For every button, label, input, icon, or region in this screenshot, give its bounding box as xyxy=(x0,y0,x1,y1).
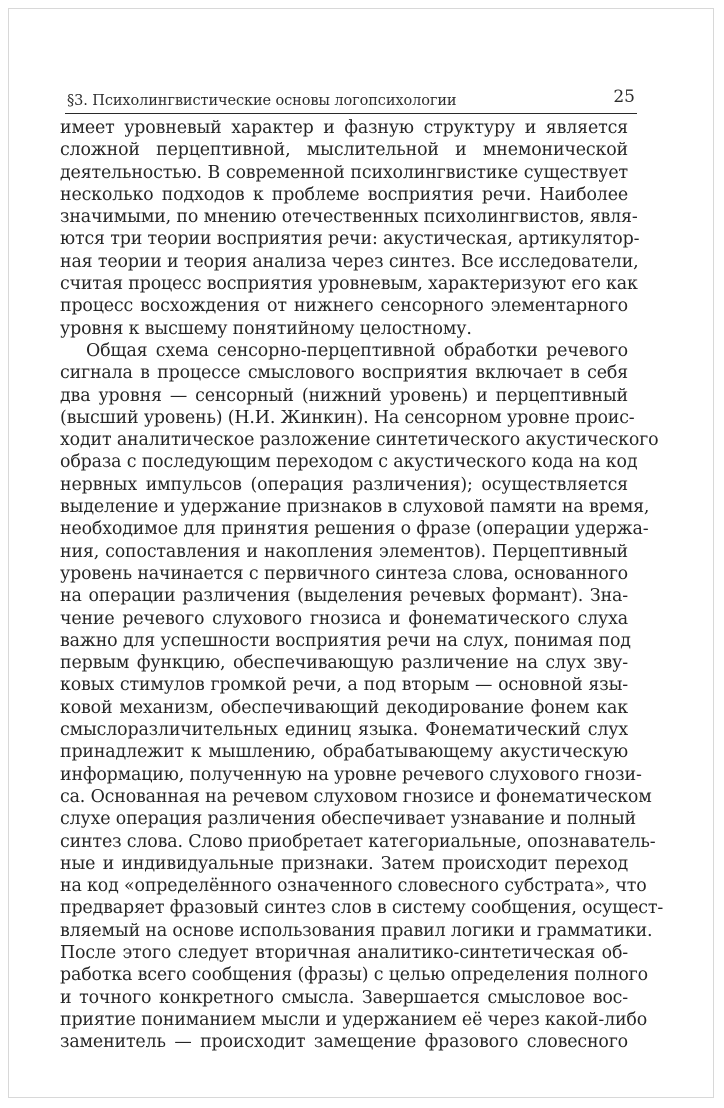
paragraph-end-line: уровня к высшему понятийному целостному. xyxy=(60,318,472,339)
text-line: считая процесс восприятия уровневым, характеризуют его как xyxy=(60,274,638,295)
text-line: смыслоразличительных единиц языка. Фонематический слух xyxy=(60,720,628,741)
text-line: работка всего сообщения (фразы) с целью определения полного xyxy=(60,965,648,986)
text-line: образа с последующим переходом с акустического кода на код xyxy=(60,452,638,473)
text-line: са. Основанная на речевом слуховом гнозисе и фонематическом xyxy=(60,786,652,807)
text-line: несколько подходов к проблеме восприятия речи. Наиболее xyxy=(60,184,628,205)
text-line: ются три теории восприятия речи: акустическая, артикулятор- xyxy=(60,229,640,250)
text-line: ния, сопоставления и накопления элементов). Перцептивный xyxy=(60,541,628,562)
text-line: ходит аналитическое разложение синтетического акустического xyxy=(60,430,659,451)
text-line: два уровня — сенсорный (нижний уровень) и перцептивный xyxy=(60,385,628,406)
text-line: предваряет фразовый синтез слов в систему сообщения, осущест- xyxy=(60,898,664,919)
text-line: важно для успешности восприятия речи на слух, понимая под xyxy=(60,630,631,651)
text-line: нервных импульсов (операция различения); осуществляется xyxy=(60,474,628,495)
text-line: выделение и удержание признаков в слуховой памяти на время, xyxy=(60,497,650,518)
text-line: принадлежит к мышлению, обрабатывающему акустическую xyxy=(60,742,628,763)
text-line: необходимое для принятия решения о фразе (операции удержа- xyxy=(60,519,649,540)
text-line: процесс восхождения от нижнего сенсорного элементарного xyxy=(60,296,628,317)
text-line: ная теории и теория анализа через синтез. Все исследователи, xyxy=(60,251,639,272)
text-line: синтез слова. Слово приобретает категориальные, опознаватель- xyxy=(60,831,656,852)
text-line: После этого следует вторичная аналитико-синтетическая об- xyxy=(60,942,628,963)
text-line: (высший уровень) (Н.И. Жинкин). На сенсорном уровне проис- xyxy=(60,407,635,428)
running-title: §3. Психолингвистические основы логопсихологии xyxy=(67,93,457,109)
text-line: ковых стимулов громкой речи, а под вторым — основной язы- xyxy=(60,675,628,696)
text-line: значимыми, по мнению отечественных психолингвистов, явля- xyxy=(60,207,638,228)
text-line: сложной перцептивной, мыслительной и мнемонической xyxy=(60,140,628,161)
text-line: ные и индивидуальные признаки. Затем происходит переход xyxy=(60,853,628,874)
text-line: на код «определённого означенного словесного субстрата», что xyxy=(60,876,647,897)
text-line: ковой механизм, обеспечивающий декодирование фонем как xyxy=(60,697,628,718)
text-line: на операции различения (выделения речевых формант). Зна- xyxy=(60,586,628,607)
body-text xyxy=(60,117,664,1053)
text-line: чение речевого слухового гнозиса и фонематического слуха xyxy=(60,608,628,629)
text-line: сигнала в процессе смыслового восприятия включает в себя xyxy=(60,363,628,384)
paragraph-first-line: Общая схема сенсорно-перцептивной обработки речевого xyxy=(86,340,628,361)
text-line: приятие пониманием мысли и удержанием её через какой-либо xyxy=(60,1009,648,1030)
text-line: и точного конкретного смысла. Завершается смысловое вос- xyxy=(60,987,628,1008)
text-line: уровень начинается с первичного синтеза слова, основанного xyxy=(60,563,628,584)
page-number: 25 xyxy=(613,87,635,107)
text-line: имеет уровневый характер и фазную структуру и является xyxy=(60,118,628,138)
text-line: информацию, полученную на уровне речевого слухового гнози- xyxy=(60,764,642,785)
text-line: деятельностью. В современной психолингвистике существует xyxy=(60,162,628,183)
text-line: заменитель — происходит замещение фразового словесного xyxy=(60,1032,628,1053)
text-line: первым функцию, обеспечивающую различение на слух зву- xyxy=(60,653,628,674)
text-line: вляемый на основе использования правил логики и грамматики. xyxy=(60,920,653,941)
text-line: слухе операция различения обеспечивает узнавание и полный xyxy=(60,809,636,830)
running-head xyxy=(65,87,637,114)
